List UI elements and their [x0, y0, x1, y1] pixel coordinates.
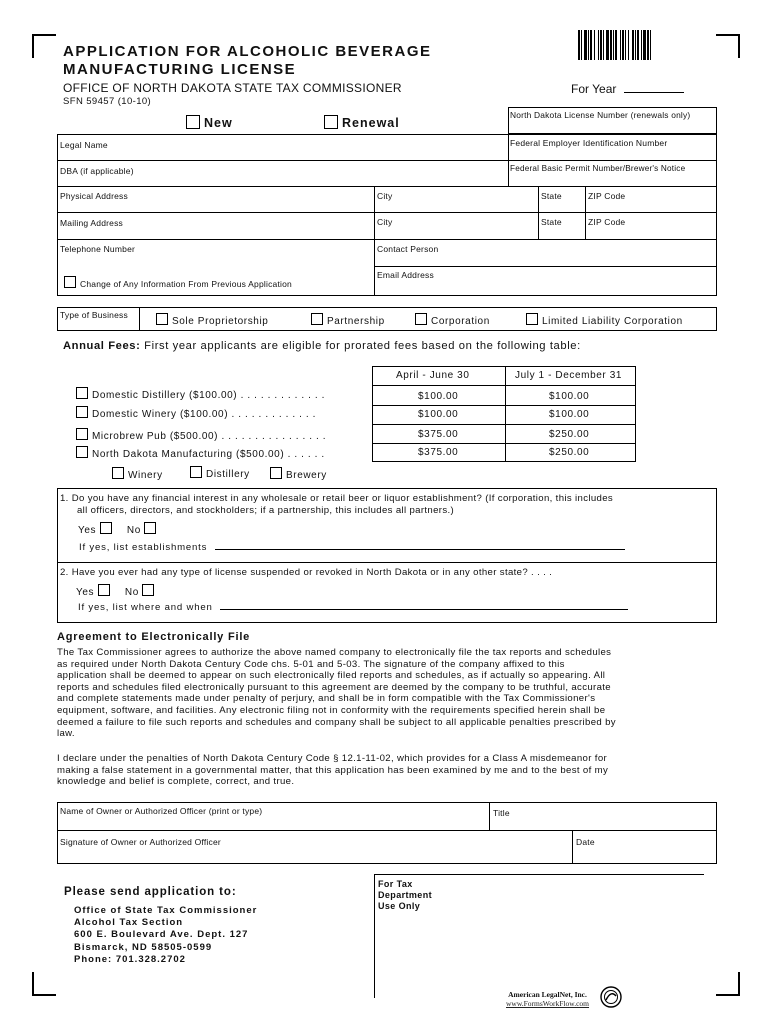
city-label-2: City: [377, 217, 393, 227]
owner-name-label: Name of Owner or Authorized Officer (print or type): [60, 806, 263, 816]
footer-logo-icon: [600, 986, 622, 1008]
grid-line: [489, 802, 490, 830]
corporation-checkbox[interactable]: [415, 313, 427, 325]
fee-value: $100.00: [418, 391, 459, 402]
grid-line: [572, 830, 573, 864]
q1-yes-label: Yes: [78, 525, 97, 536]
annual-fees-heading: Annual Fees:: [63, 340, 141, 352]
grid-line: [372, 405, 636, 406]
sole-proprietorship-label: Sole Proprietorship: [172, 316, 269, 327]
barcode-bar: [578, 30, 580, 60]
brewery-checkbox[interactable]: [270, 467, 282, 479]
microbrew-fee-label: Microbrew Pub ($500.00) . . . . . . . . . . . . . . . .: [92, 431, 327, 442]
barcode-bar: [606, 30, 609, 60]
business-type-label: Type of Business: [60, 310, 128, 320]
grid-line: [139, 307, 140, 331]
distillery-checkbox[interactable]: [190, 466, 202, 478]
sub-option-distillery[interactable]: [190, 466, 250, 480]
city-label-1: City: [377, 191, 393, 201]
change-info-label: Change of Any Information From Previous Application: [80, 279, 292, 289]
office-use-line2: Department: [378, 890, 433, 900]
form-title-line1: APPLICATION FOR ALCOHOLIC BEVERAGE: [63, 43, 432, 60]
corner-mark-bottom-left: [32, 972, 56, 996]
grid-line: [372, 424, 636, 425]
barcode-bar: [613, 30, 614, 60]
q1-list-row: [79, 542, 625, 553]
fee-row-winery[interactable]: [76, 406, 316, 420]
mailing-address: [74, 905, 257, 966]
grid-line: [57, 239, 717, 240]
barcode-bar: [637, 30, 639, 60]
renewal-option[interactable]: [324, 115, 400, 130]
partnership-checkbox[interactable]: [311, 313, 323, 325]
q1-list-field[interactable]: [215, 549, 625, 550]
grid-line: [538, 186, 539, 239]
grid-line: [57, 212, 717, 213]
sub-option-brewery[interactable]: [270, 467, 327, 481]
winery-fee-checkbox[interactable]: [76, 406, 88, 418]
barcode-bar: [650, 30, 651, 60]
corporation-label: Corporation: [431, 316, 490, 327]
distillery-fee-checkbox[interactable]: [76, 387, 88, 399]
barcode-bar: [584, 30, 587, 60]
barcode-bar: [603, 30, 604, 60]
q1-list-label: If yes, list establishments: [79, 542, 208, 553]
agreement-line: reports and schedules filed electronically pursuant to this agreement are deemed by the company to be truthful, accurate: [57, 681, 611, 693]
fee-col-july-december: July 1 - December 31: [515, 370, 623, 381]
llc-checkbox[interactable]: [526, 313, 538, 325]
office-name: OFFICE OF NORTH DAKOTA STATE TAX COMMISSIONER: [63, 81, 402, 95]
agreement-text: [57, 647, 725, 740]
change-info-checkbox[interactable]: [64, 276, 76, 288]
question-1: 1. Do you have any financial interest in any wholesale or retail beer or liquor establishment? (If corporation, this includes: [60, 493, 614, 504]
agreement-line: as required under North Dakota Century Code chs. 5-01 and 5-03. The signature of the company affixed to this: [57, 658, 565, 670]
q2-yes-label: Yes: [76, 587, 95, 598]
annual-fees-note: First year applicants are eligible for prorated fees based on the following table:: [144, 340, 581, 352]
mailing-line: Office of State Tax Commissioner: [74, 905, 258, 916]
barcode-bar: [615, 30, 617, 60]
footer-company: American LegalNet, Inc.: [508, 990, 587, 999]
grid-line: [57, 830, 717, 831]
distillery-fee-label: Domestic Distillery ($100.00) . . . . . . . . . . . . .: [92, 390, 326, 401]
renewal-checkbox[interactable]: [324, 115, 338, 129]
nd-license-label: North Dakota License Number (renewals only): [510, 110, 691, 120]
winery-fee-label: Domestic Winery ($100.00) . . . . . . . . . . . . .: [92, 409, 316, 420]
footer-url[interactable]: www.FormsWorkFlow.com: [506, 999, 590, 1008]
barcode-bar: [628, 30, 629, 60]
office-use-top-line: [374, 874, 704, 875]
fee-value: $375.00: [418, 429, 459, 440]
contact-person-label: Contact Person: [377, 244, 439, 254]
footer-branding: [506, 990, 589, 1008]
q1-answers: [78, 522, 160, 536]
for-year-field[interactable]: [624, 92, 684, 93]
form-title-line2: MANUFACTURING LICENSE: [63, 61, 297, 78]
for-year-text: For Year: [571, 82, 617, 96]
grid-line: [508, 134, 509, 186]
new-checkbox[interactable]: [186, 115, 200, 129]
fee-value: $250.00: [549, 447, 590, 458]
physical-address-label: Physical Address: [60, 191, 128, 201]
renewal-label: Renewal: [342, 116, 400, 130]
corner-mark-bottom-right: [716, 972, 740, 996]
office-use-label: [378, 879, 432, 912]
annual-fees-line: [63, 340, 581, 352]
corner-mark-top-right: [716, 34, 740, 58]
brewery-label: Brewery: [286, 470, 327, 481]
office-use-line3: Use Only: [378, 901, 421, 911]
barcode-bar: [598, 30, 599, 60]
barcode-bar: [632, 30, 634, 60]
grid-line: [57, 160, 717, 161]
fee-row-nd-manufacturing[interactable]: [76, 446, 325, 460]
barcode-bar: [590, 30, 592, 60]
barcode-bar: [625, 30, 626, 60]
state-label-1: State: [541, 191, 562, 201]
basic-permit-label: Federal Basic Permit Number/Brewer's Notice: [510, 164, 686, 173]
agreement-heading: Agreement to Electronically File: [57, 631, 251, 643]
office-use-divider: [374, 874, 375, 998]
fein-label: Federal Employer Identification Number: [510, 138, 668, 148]
zip-label-1: ZIP Code: [588, 191, 626, 201]
fee-value: $100.00: [549, 391, 590, 402]
q1-no-label: No: [126, 525, 141, 536]
grid-line: [57, 562, 717, 563]
mailing-line: Bismarck, ND 58505-0599: [74, 941, 213, 953]
llc-label: Limited Liability Corporation: [542, 316, 683, 327]
grid-line: [372, 385, 636, 386]
telephone-label: Telephone Number: [60, 244, 136, 254]
title-label: Title: [493, 808, 510, 818]
email-label: Email Address: [377, 270, 434, 280]
mailing-line: Phone: 701.328.2702: [74, 953, 186, 965]
office-use-line1: For Tax: [378, 879, 413, 889]
legal-name-label: Legal Name: [60, 140, 108, 150]
new-label: New: [204, 116, 233, 130]
new-option[interactable]: [186, 115, 233, 130]
grid-line: [505, 366, 506, 462]
declaration-text: [57, 753, 725, 788]
barcode: [578, 30, 694, 60]
winery-checkbox[interactable]: [112, 467, 124, 479]
distillery-label: Distillery: [206, 469, 250, 480]
question-2: 2. Have you ever had any type of license suspended or revoked in North Dakota or in any other state? . . . .: [60, 567, 553, 578]
agreement-line: equipment, software, and facilities. Any electronic filing not in conformity with the requirements specified herein shall be: [57, 704, 606, 716]
corner-mark-top-left: [32, 34, 56, 58]
business-option-sole[interactable]: [156, 313, 268, 327]
fee-value: $375.00: [418, 447, 459, 458]
dba-label: DBA (if applicable): [60, 166, 134, 176]
q2-list-row: [78, 602, 628, 613]
business-option-llc[interactable]: [526, 313, 683, 327]
grid-line: [372, 443, 636, 444]
agreement-line: deemed a failure to file such reports and schedules and company shall be subject to all applicable penalties prescribed by: [57, 716, 616, 728]
grid-line: [57, 186, 717, 187]
barcode-bar: [581, 30, 582, 60]
barcode-bar: [641, 30, 642, 60]
date-label: Date: [576, 837, 595, 847]
mailing-line: Alcohol Tax Section: [74, 917, 184, 929]
barcode-bar: [643, 30, 646, 60]
sfn-number: SFN 59457 (10-10): [63, 96, 152, 107]
q2-no-checkbox[interactable]: [142, 584, 154, 596]
q2-list-field[interactable]: [220, 609, 628, 610]
q1-no-checkbox[interactable]: [144, 522, 156, 534]
barcode-bar: [622, 30, 624, 60]
grid-line: [374, 186, 375, 296]
microbrew-fee-checkbox[interactable]: [76, 428, 88, 440]
fee-row-distillery[interactable]: [76, 387, 325, 401]
agreement-line: and complete statements made under penalty of perjury, and shall be in form compatible with the Tax Commissioner's: [57, 693, 596, 705]
q2-yes-checkbox[interactable]: [98, 584, 110, 596]
signature-label: Signature of Owner or Authorized Officer: [60, 837, 221, 847]
q1-yes-checkbox[interactable]: [100, 522, 112, 534]
barcode-bar: [610, 30, 612, 60]
barcode-bar: [588, 30, 589, 60]
mailing-line: 600 E. Boulevard Ave. Dept. 127: [74, 929, 249, 941]
declaration-line: making a false statement in a governmental matter, that this application has been examined by me and to the best of my: [57, 764, 609, 776]
question-1-continued: all officers, directors, and stockholders; if a partnership, this includes all partners.): [77, 505, 455, 516]
state-label-2: State: [541, 217, 562, 227]
grid-line: [585, 186, 586, 239]
fee-row-microbrew[interactable]: [76, 428, 326, 442]
winery-label: Winery: [128, 470, 163, 481]
nd-manufacturing-fee-checkbox[interactable]: [76, 446, 88, 458]
q2-no-label: No: [124, 587, 139, 598]
barcode-bar: [635, 30, 636, 60]
barcode-bar: [620, 30, 621, 60]
declaration-line: I declare under the penalties of North Dakota Century Code § 12.1-11-02, which provides for a Class A misdemeanor for: [57, 753, 608, 764]
mailing-address-label: Mailing Address: [60, 218, 124, 228]
sole-proprietorship-checkbox[interactable]: [156, 313, 168, 325]
barcode-bar: [647, 30, 649, 60]
agreement-line: application shall be deemed to appear on such electronically filed reports and schedules, as if actually so appearing. All: [57, 670, 606, 682]
q2-list-label: If yes, list where and when: [78, 602, 213, 613]
nd-manufacturing-fee-label: North Dakota Manufacturing ($500.00) . . . . . .: [92, 449, 325, 460]
business-option-partnership[interactable]: [311, 313, 385, 327]
business-option-corporation[interactable]: [415, 313, 490, 327]
declaration-line: knowledge and belief is complete, correct, and true.: [57, 776, 295, 788]
q2-answers: [76, 584, 158, 598]
barcode-bar: [600, 30, 602, 60]
partnership-label: Partnership: [327, 316, 385, 327]
agreement-line: The Tax Commissioner agrees to authorize the above named company to electronically file the tax reports and schedules: [57, 647, 612, 658]
grid-line: [374, 266, 717, 267]
fee-value: $100.00: [418, 409, 459, 420]
fee-value: $100.00: [549, 409, 590, 420]
sub-option-winery[interactable]: [112, 467, 163, 481]
fee-col-april-june: April - June 30: [396, 370, 470, 381]
barcode-bar: [594, 30, 595, 60]
change-info-option[interactable]: [64, 276, 292, 289]
for-year-label: [571, 82, 684, 96]
fee-value: $250.00: [549, 429, 590, 440]
agreement-line: law.: [57, 728, 75, 740]
zip-label-2: ZIP Code: [588, 217, 626, 227]
mailing-heading: Please send application to:: [64, 886, 237, 898]
